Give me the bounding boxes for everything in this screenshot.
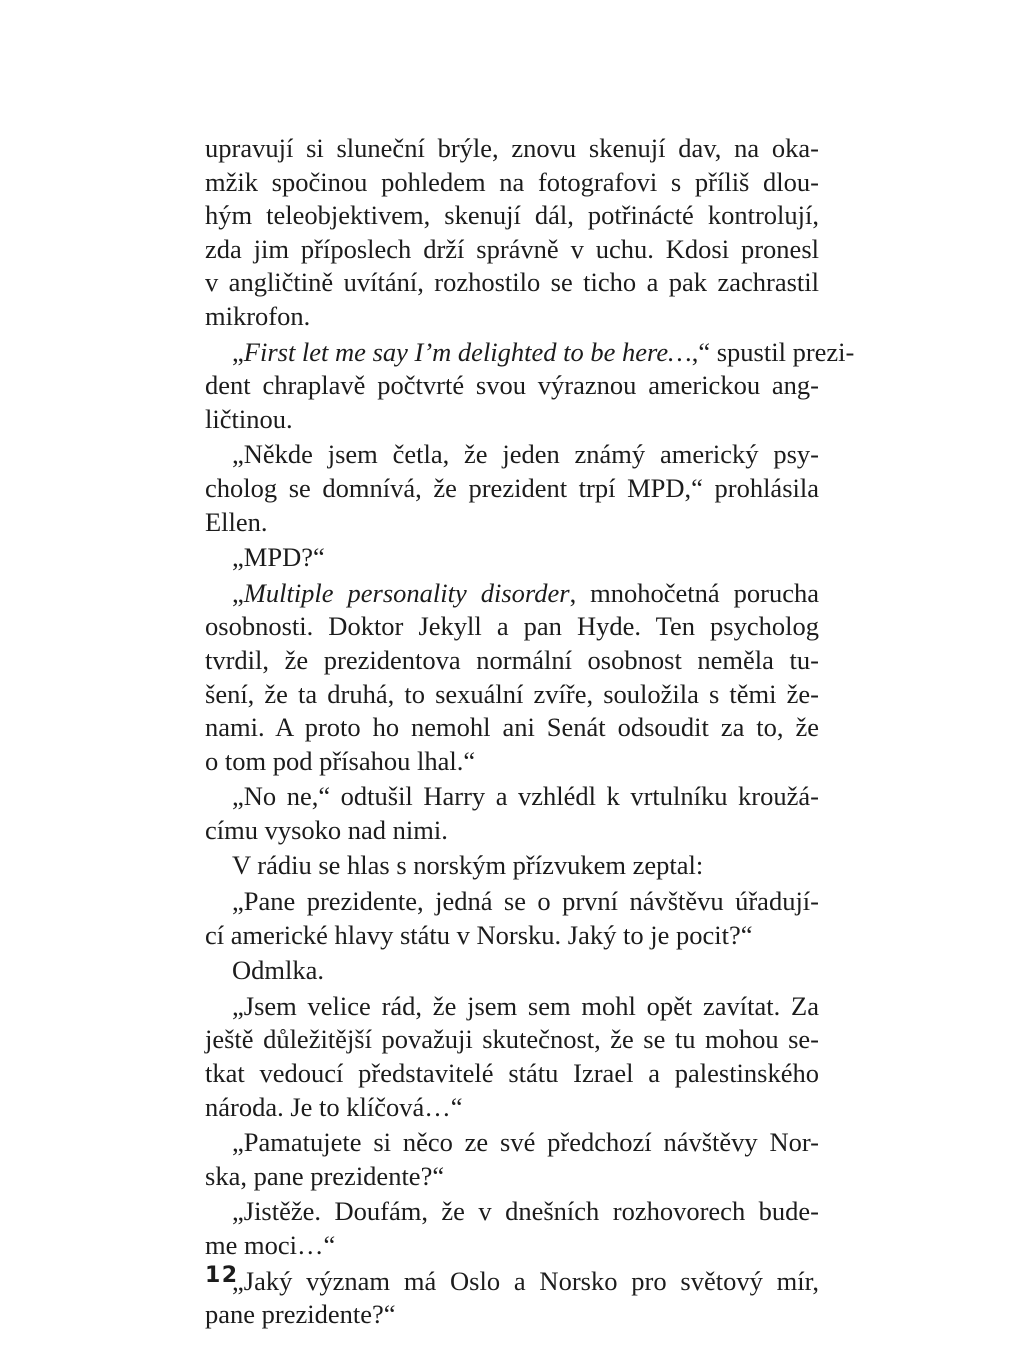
text-line xyxy=(205,336,855,370)
text-line: „Pane prezidente, jedná se o první návštěvu úřadují- xyxy=(232,886,819,917)
text-line: zda jim příposlech drží správně v uchu. Kdosi pronesl xyxy=(205,233,819,264)
text-line: šení, že ta druhá, to sexuální zvíře, souložila s těmi že- xyxy=(205,678,819,709)
page-number: 12 xyxy=(205,1263,239,1288)
quoted-english-speech: First let me say I’m delighted to be here… xyxy=(243,336,692,367)
text-run: ,“ spustil prezi- xyxy=(691,336,855,367)
open-quote: „ xyxy=(232,336,244,367)
text-line: me moci…“ xyxy=(205,1230,336,1260)
italic-term: Multiple personality disorder xyxy=(243,577,570,608)
body-text xyxy=(205,132,855,1332)
text-line: o tom pod přísahou lhal.“ xyxy=(205,745,476,776)
text-line: hým teleobjektivem, skenují dál, potřinácté kontrolují, xyxy=(205,200,819,231)
text-line: „MPD?“ xyxy=(232,542,325,573)
text-line: „Jistěže. Doufám, že v dnešních rozhovorech bude- xyxy=(232,1196,819,1227)
text-line: cí americké hlavy státu v Norsku. Jaký to je pocit?“ xyxy=(205,919,753,950)
text-line: národa. Je to klíčová…“ xyxy=(205,1091,463,1122)
text-line: osobnosti. Doktor Jekyll a pan Hyde. Ten psycholog xyxy=(205,611,819,642)
text-line: „Jsem velice rád, že jsem sem mohl opět zavítat. Za xyxy=(232,990,819,1021)
text-line: mikrofon. xyxy=(205,300,311,331)
text-run: , mnohočetná porucha xyxy=(569,577,819,608)
text-line: upravují si sluneční brýle, znovu skenují dav, na oka- xyxy=(205,133,819,163)
text-line: „No ne,“ odtušil Harry a vzhlédl k vrtulníku kroužá- xyxy=(232,781,819,812)
text-line: nami. A proto ho nemohl ani Senát odsoudit za to, že xyxy=(205,712,819,743)
text-line: ličtinou. xyxy=(205,403,293,434)
text-line: pane prezidente?“ xyxy=(205,1299,396,1330)
text-line: tvrdil, že prezidentova normální osobnost neměla tu- xyxy=(205,644,819,675)
text-line xyxy=(205,577,819,611)
open-quote: „ xyxy=(232,577,244,608)
text-line: „Pamatujete si něco ze své předchozí návštěvy Nor- xyxy=(232,1127,819,1158)
text-line: Odmlka. xyxy=(232,955,324,986)
text-line: „Jaký význam má Oslo a Norsko pro světový mír, xyxy=(232,1265,819,1296)
text-line: ještě důležitější považuji skutečnost, že se tu mohou se- xyxy=(205,1024,819,1055)
text-line: v angličtině uvítání, rozhostilo se ticho a pak zachrastil xyxy=(205,267,819,298)
text-line: dent chraplavě počtvrté svou výraznou americkou ang- xyxy=(205,370,819,401)
text-line: mžik spočinou pohledem na fotografovi s příliš dlou- xyxy=(205,166,819,197)
text-line: ska, pane prezidente?“ xyxy=(205,1160,445,1191)
text-line: V rádiu se hlas s norským přízvukem zeptal: xyxy=(232,850,704,881)
text-line: címu vysoko nad nimi. xyxy=(205,814,448,845)
text-line: Ellen. xyxy=(205,506,268,537)
text-line: tkat vedoucí představitelé státu Izrael a palestinského xyxy=(205,1058,819,1089)
text-line: cholog se domnívá, že prezident trpí MPD,“ prohlásila xyxy=(205,472,819,503)
text-line: „Někde jsem četla, že jeden známý americký psy- xyxy=(232,439,819,470)
